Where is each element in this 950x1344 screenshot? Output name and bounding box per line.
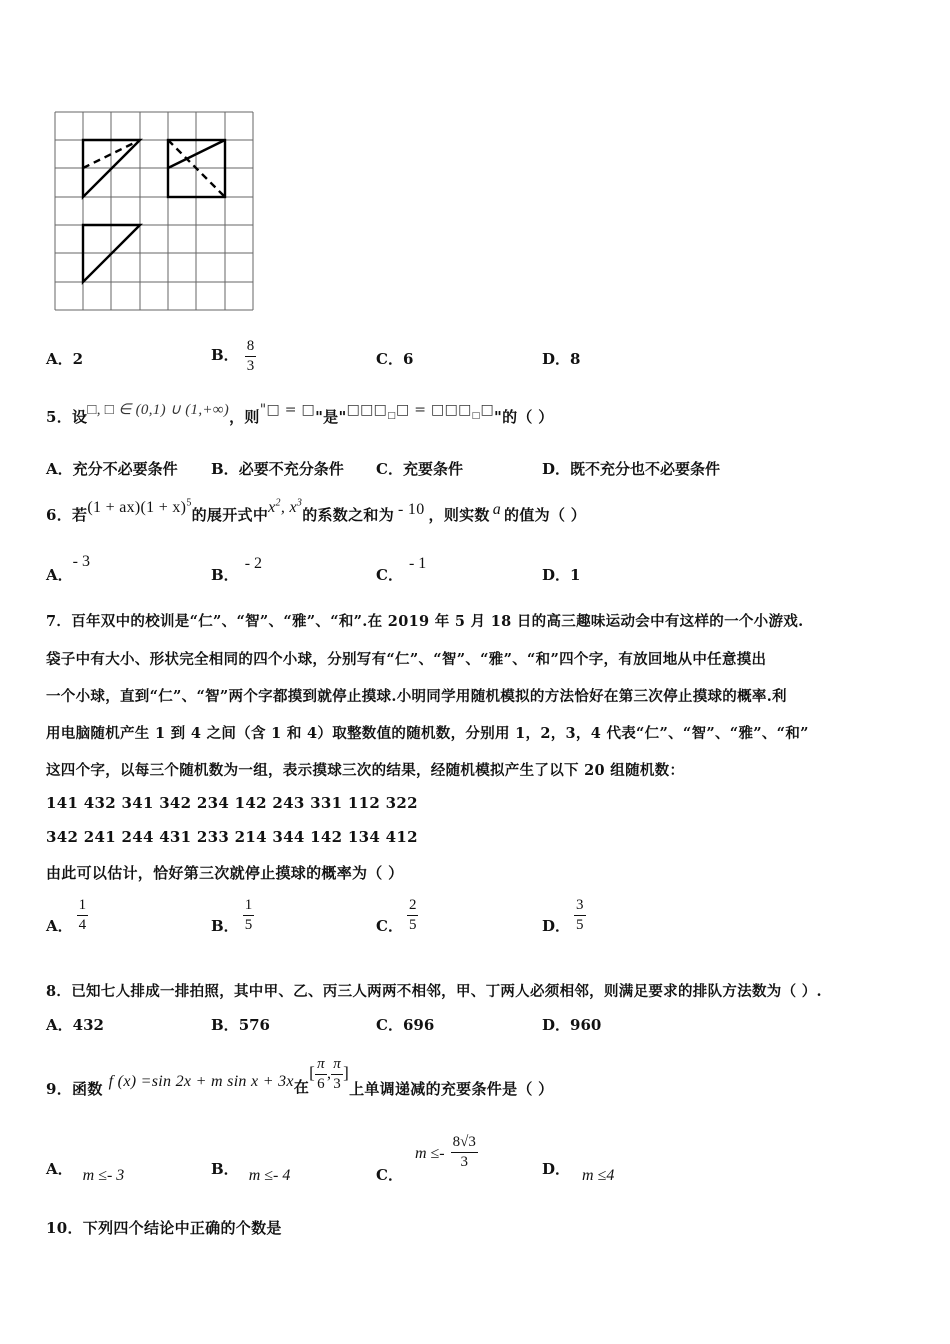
q9-option-a: A． m ≤- 3 xyxy=(46,1160,125,1184)
grid-three-views-figure xyxy=(54,111,254,312)
q7-random-numbers-2: 342 241 244 431 233 214 344 142 134 412 xyxy=(46,828,418,846)
q4-option-b: B． $\frac{8}{3}$ xyxy=(211,338,255,374)
q8-stem: 8．已知七人排成一排拍照，其中甲、乙、丙三人两两不相邻，甲、丁两人必须相邻，则满足要求的排队方法数为（ ）. xyxy=(46,983,822,1000)
q7-option-b: B． $\frac{1}{5}$ xyxy=(211,897,253,935)
q7-random-numbers-1: 141 432 341 342 234 142 243 331 112 322 xyxy=(46,794,418,812)
q6-option-d: D．1 xyxy=(542,566,581,584)
q7-question: 由此可以估计，恰好第三次就停止摸球的概率为（ ） xyxy=(46,864,404,882)
q7-option-d: D． $\frac{3}{5}$ xyxy=(542,897,584,935)
q7-option-a: A． $\frac{1}{4}$ xyxy=(46,897,87,935)
q4-option-d: D．8 xyxy=(542,350,581,368)
q10-stem: 10．下列四个结论中正确的个数是 xyxy=(46,1219,282,1237)
q7-line-3: 一个小球，直到“仁”、“智”两个字都摸到就停止摸球.小明同学用随机模拟的方法恰好在第三次停止摸球的概率.利 xyxy=(46,688,787,705)
q5-option-b: B．必要不充分条件 xyxy=(211,460,344,478)
q7-option-c: C． $\frac{2}{5}$ xyxy=(376,897,417,935)
q7-line-4: 用电脑随机产生 1 到 4 之间（含 1 和 4）取整数值的随机数，分别用 1，2，3，4 代表“仁”、“智”、“雅”、“和” xyxy=(46,725,809,742)
q4-option-c: C．6 xyxy=(376,350,414,368)
q8-option-c: C．696 xyxy=(376,1016,435,1034)
q8-option-b: B．576 xyxy=(211,1016,270,1034)
q9-option-c: C．m ≤- $\frac{8√3}{3}$ xyxy=(376,1134,476,1184)
q8-option-d: D．960 xyxy=(542,1016,602,1034)
q7-line-1: 7．百年双中的校训是“仁”、“智”、“雅”、“和”.在 2019 年 5 月 18 日的高三趣味运动会中有这样的一个小游戏. xyxy=(46,613,804,630)
q5-option-d: D．既不充分也不必要条件 xyxy=(542,460,721,478)
q6-option-a: A．- 3 xyxy=(46,553,90,584)
q7-line-5: 这四个字，以每三个随机数为一组，表示摸球三次的结果，经随机模拟产生了以下 20 组随机数： xyxy=(46,762,685,779)
q4-option-a: A．2 xyxy=(46,350,84,368)
q5-stem: 5．设□, □ ∈ (0,1) ∪ (1,+∞)，则"□ = □"是"$□□□_□□$ = $□□□_□□$"的（ ） xyxy=(46,402,554,426)
q6-option-c: C．- 1 xyxy=(376,555,427,584)
q9-option-b: B． m ≤- 4 xyxy=(211,1160,291,1184)
q6-stem: 6．若$(1 + ax)(1 + x)^5$的展开式中$x^2$, $x^3$的系数之和为 - 10 ，则实数 a 的值为（ ） xyxy=(46,497,587,524)
q9-stem: 9．函数 f (x) =sin 2x + m sin x + 3x在[ $\frac{\pi}{6}$ , $\frac{\pi}{3}$ ]上单调递减的充要条件是（ ） xyxy=(46,1056,554,1098)
q9-option-d: D． m ≤4 xyxy=(542,1160,615,1184)
q6-option-b: B．- 2 xyxy=(211,555,263,584)
q5-option-a: A．充分不必要条件 xyxy=(46,460,178,478)
q5-option-c: C．充要条件 xyxy=(376,460,463,478)
q8-option-a: A．432 xyxy=(46,1016,104,1034)
q7-line-2: 袋子中有大小、形状完全相同的四个小球，分别写有“仁”、“智”、“雅”、“和”四个字，有放回地从中任意摸出 xyxy=(46,651,767,668)
